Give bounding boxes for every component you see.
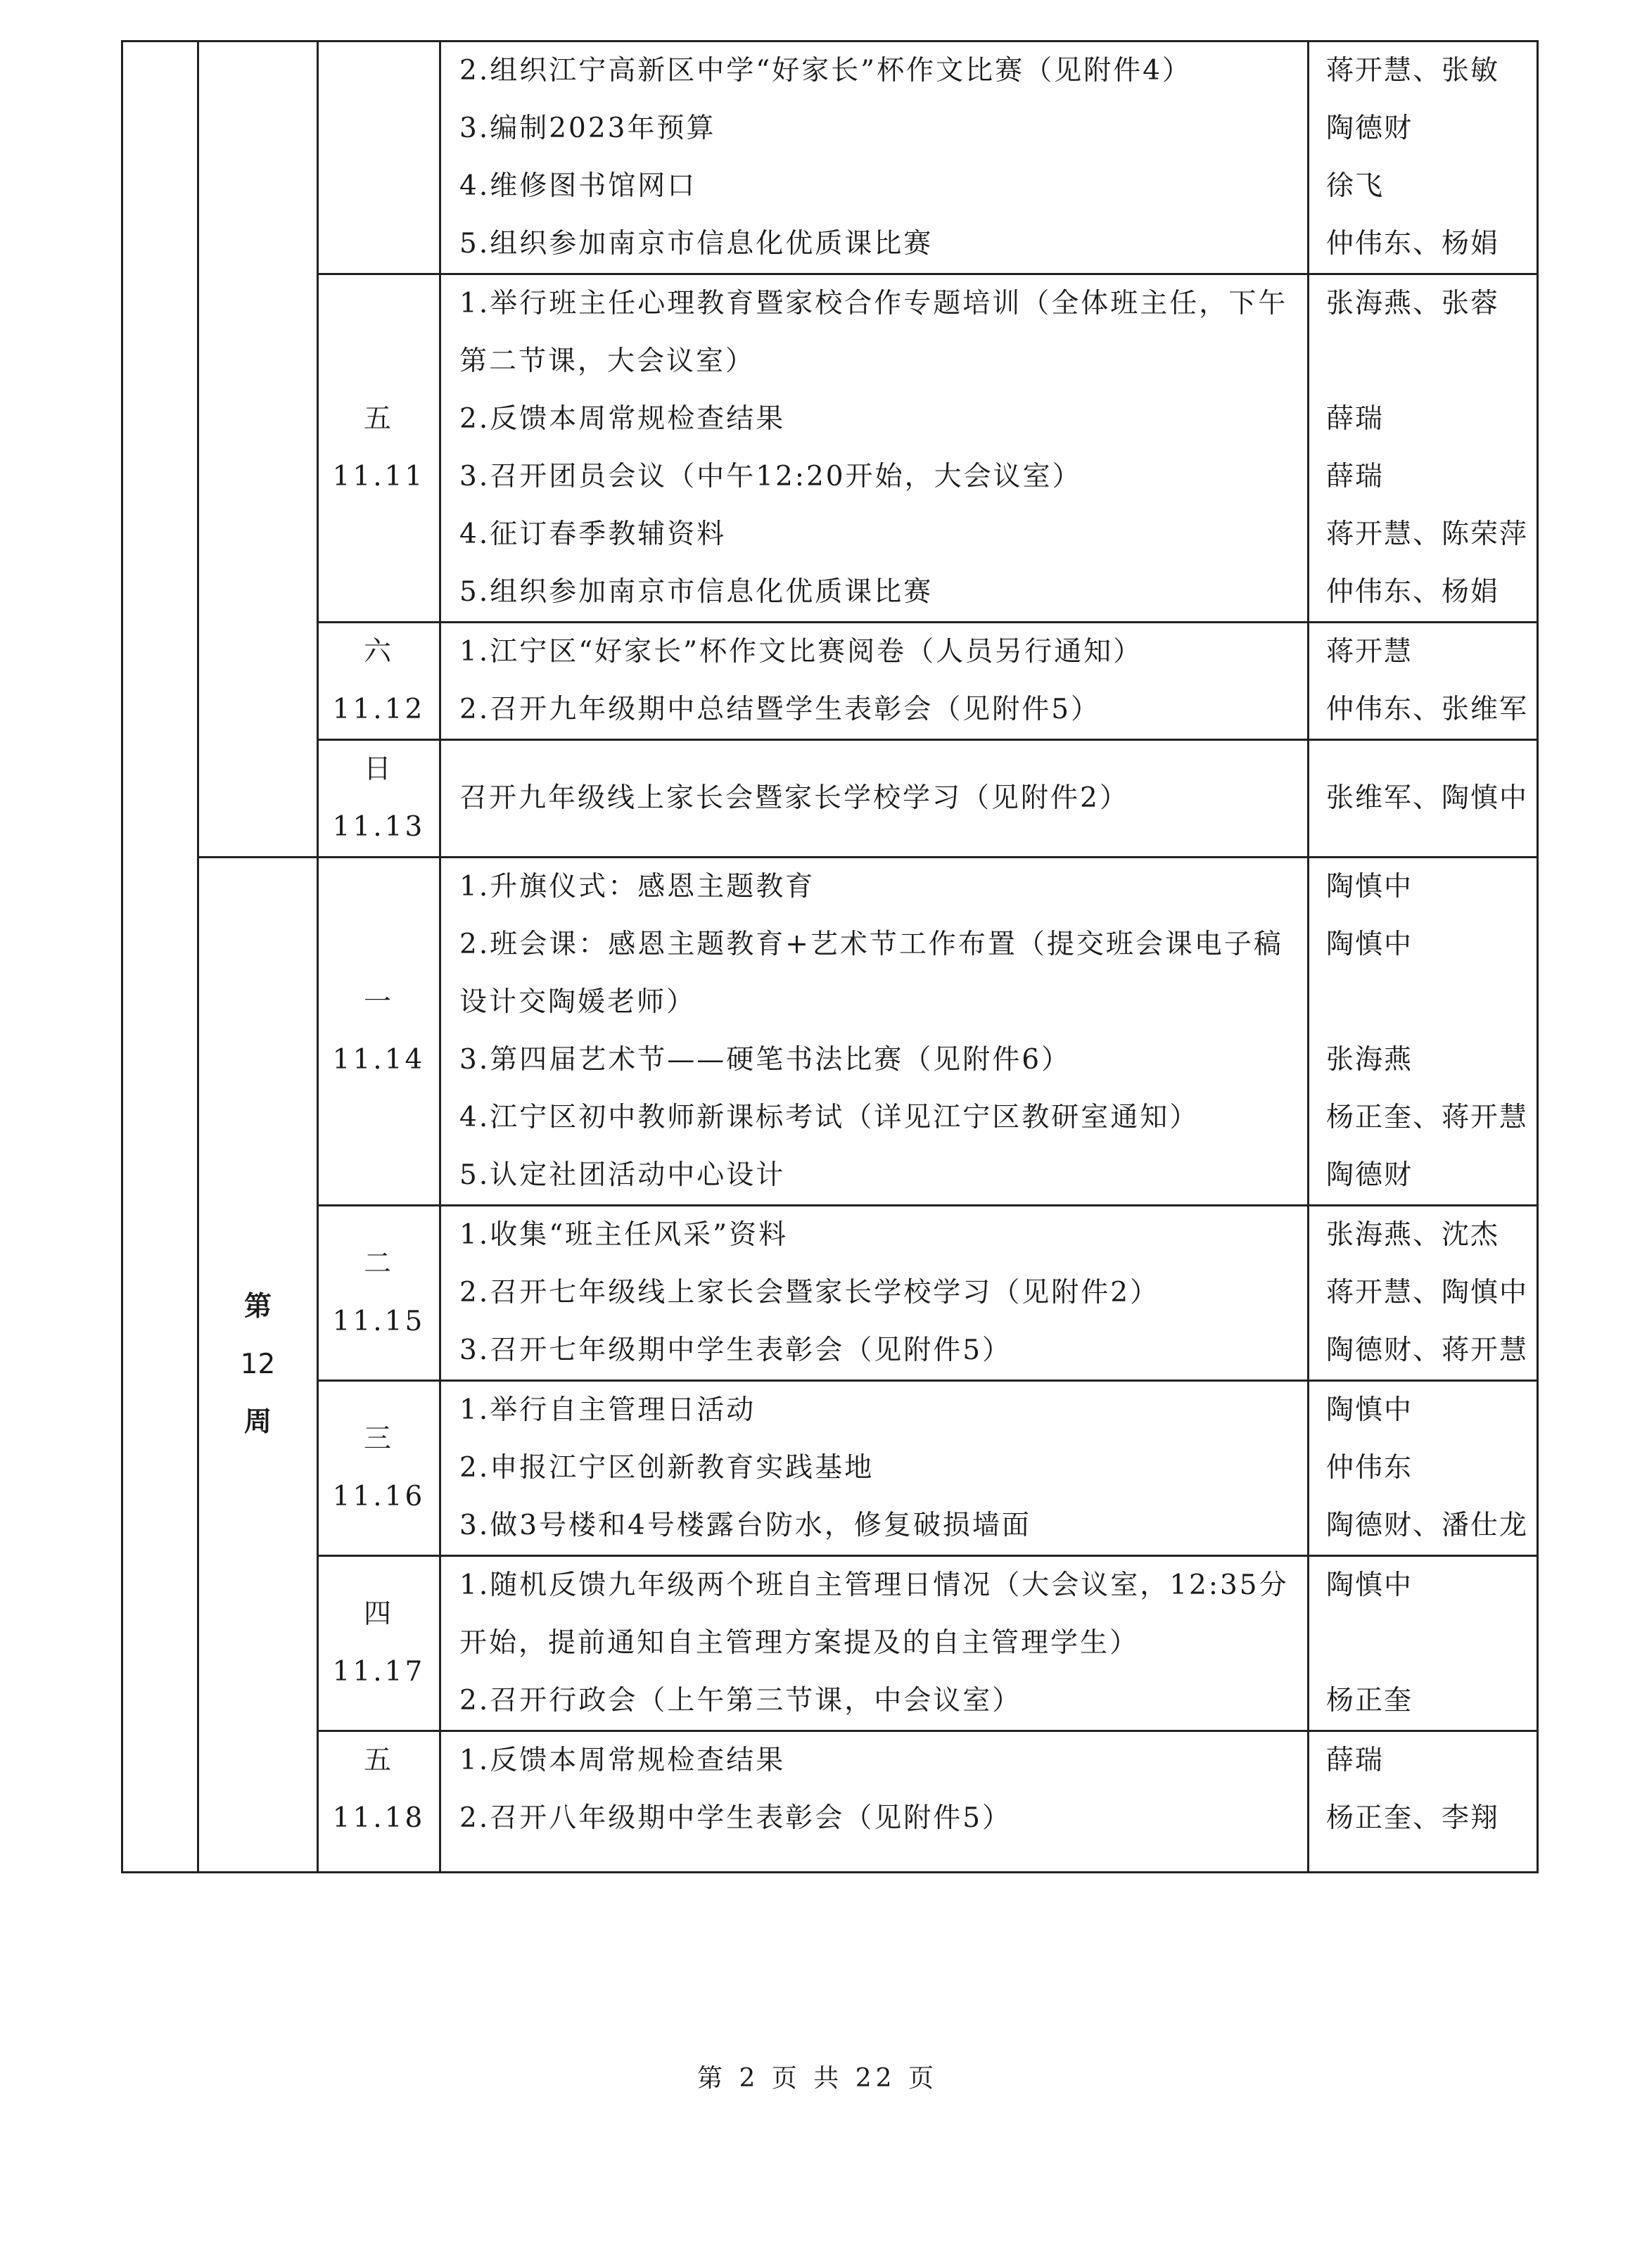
- agenda-items-cell-line: 4.维修图书馆网口: [459, 170, 697, 202]
- responsible-people-cell: [1309, 1206, 1538, 1381]
- responsible-people-cell-line: 张维军、陶慎中: [1326, 782, 1529, 814]
- day-date-cell-line: 六: [363, 636, 394, 668]
- day-date-cell: [318, 42, 440, 274]
- agenda-items-cell-line: 2.召开九年级期中总结暨学生表彰会（见附件5）: [459, 694, 1101, 725]
- day-date-cell-line: 11.14: [332, 1044, 426, 1076]
- responsible-people-cell: [1309, 274, 1538, 623]
- schedule-row: [122, 623, 1538, 740]
- schedule-row: [122, 1206, 1538, 1381]
- day-date-cell-line: 11.13: [332, 811, 426, 843]
- agenda-items-cell-line: 5.组织参加南京市信息化优质课比赛: [459, 228, 934, 260]
- day-date-cell-line: [319, 158, 439, 215]
- week-12-label-line: 12: [240, 1349, 276, 1380]
- agenda-items-cell-line: 第二节课，大会议室）: [459, 345, 756, 377]
- responsible-people-cell-line: 陶慎中: [1326, 1569, 1413, 1601]
- week-12-label-line: 周: [243, 1406, 272, 1438]
- responsible-people-cell: [1309, 858, 1538, 1206]
- responsible-people-cell-line: 陶德财: [1326, 1159, 1413, 1191]
- responsible-people-cell-line: 蒋开慧、陈荣萍: [1326, 518, 1529, 550]
- agenda-items-cell-line: 3.编制2023年预算: [459, 113, 716, 144]
- agenda-items-cell-line: 2.召开七年级线上家长会暨家长学校学习（见附件2）: [459, 1277, 1160, 1308]
- responsible-people-cell-line: 张海燕、沈杰: [1326, 1219, 1500, 1251]
- schedule-row: [122, 1731, 1538, 1873]
- agenda-items-cell-line: 5.组织参加南京市信息化优质课比赛: [459, 576, 934, 608]
- agenda-items-cell-line: 1.随机反馈九年级两个班自主管理日情况（大会议室，12:35分: [459, 1569, 1289, 1601]
- week-12-label-line: 第: [243, 1291, 272, 1323]
- week-11-column: [198, 42, 318, 858]
- responsible-people-cell-line: 陶慎中: [1326, 871, 1413, 903]
- responsible-people-cell-line: 张海燕: [1326, 1044, 1413, 1076]
- agenda-items-cell-line: 2.申报江宁区创新教育实践基地: [459, 1452, 874, 1484]
- responsible-people-cell-line: 仲伟东、杨娟: [1326, 228, 1500, 260]
- day-date-cell-line: 三: [363, 1423, 394, 1455]
- page-number-footer: 第 2 页 共 22 页: [697, 2064, 938, 2093]
- responsible-people-cell: [1309, 623, 1538, 740]
- responsible-people-cell-line: 杨正奎、蒋开慧: [1326, 1102, 1529, 1133]
- agenda-items-cell: [440, 274, 1309, 623]
- agenda-items-cell-line: 3.召开团员会议（中午12:20开始，大会议室）: [459, 461, 1082, 492]
- responsible-people-cell-line: 陶德财、潘仕龙: [1326, 1510, 1529, 1541]
- day-date-cell: [318, 1206, 440, 1381]
- day-date-cell-line: 11.11: [332, 461, 426, 492]
- agenda-items-cell-line: 1.举行班主任心理教育暨家校合作专题培训（全体班主任，下午: [459, 288, 1288, 319]
- responsible-people-cell-line: 张海燕、张蓉: [1326, 288, 1500, 319]
- agenda-items-cell-line: 2.组织江宁高新区中学“好家长”杯作文比赛（见附件4）: [459, 55, 1192, 87]
- day-date-cell-line: 一: [363, 986, 394, 1018]
- schedule-row: [122, 1381, 1538, 1556]
- schedule-row: [122, 858, 1538, 1206]
- agenda-items-cell-line: 3.做3号楼和4号楼露台防水，修复破损墙面: [459, 1510, 1031, 1541]
- responsible-people-cell: [1309, 42, 1538, 274]
- agenda-items-cell-line: 2.召开行政会（上午第三节课，中会议室）: [459, 1685, 1022, 1716]
- responsible-people-cell-line: 蒋开慧、张敏: [1326, 55, 1500, 87]
- agenda-items-cell-line: 1.江宁区“好家长”杯作文比赛阅卷（人员另行通知）: [459, 636, 1143, 668]
- schedule-row: [122, 740, 1538, 858]
- agenda-items-cell-line: 设计交陶媛老师）: [459, 986, 696, 1018]
- day-date-cell-line: 11.17: [332, 1656, 426, 1688]
- responsible-people-cell: [1309, 1556, 1538, 1731]
- agenda-items-cell-line: 5.认定社团活动中心设计: [459, 1159, 786, 1191]
- day-date-cell-line: 11.12: [332, 694, 426, 725]
- day-date-cell-line: 11.16: [332, 1481, 426, 1512]
- agenda-items-cell-line: 2.召开八年级期中学生表彰会（见附件5）: [459, 1802, 1012, 1834]
- day-date-cell-line: 日: [363, 753, 394, 785]
- responsible-people-cell-line: 陶慎中: [1326, 929, 1413, 960]
- responsible-people-cell-line: 杨正奎、李翔: [1326, 1802, 1500, 1834]
- responsible-people-cell-line: [1309, 333, 1537, 390]
- day-date-cell: [318, 858, 440, 1206]
- week-12-label: [198, 858, 318, 1873]
- day-date-cell-line: 五: [363, 1745, 394, 1776]
- agenda-items-cell: [440, 1556, 1309, 1731]
- agenda-items-cell: [440, 42, 1309, 274]
- day-date-cell: [318, 740, 440, 858]
- agenda-items-cell-line: 2.反馈本周常规检查结果: [459, 403, 786, 435]
- responsible-people-cell-line: 蒋开慧: [1326, 636, 1413, 668]
- day-date-cell-line: 11.18: [332, 1802, 426, 1834]
- responsible-people-cell-line: 陶慎中: [1326, 1394, 1413, 1426]
- agenda-items-cell: [440, 740, 1309, 858]
- responsible-people-cell-line: 徐飞: [1326, 170, 1385, 202]
- agenda-items-cell-line: 1.反馈本周常规检查结果: [459, 1745, 786, 1776]
- schedule-row: [122, 42, 1538, 274]
- responsible-people-cell-line: 仲伟东: [1326, 1452, 1413, 1484]
- responsible-people-cell-line: 陶德财、蒋开慧: [1326, 1334, 1529, 1366]
- day-date-cell: [318, 274, 440, 623]
- responsible-people-cell-line: [1309, 974, 1537, 1031]
- responsible-people-cell: [1309, 1731, 1538, 1873]
- agenda-items-cell: [440, 1381, 1309, 1556]
- responsible-people-cell: [1309, 1381, 1538, 1556]
- agenda-items-cell-line: 3.第四届艺术节——硬笔书法比赛（见附件6）: [459, 1044, 1071, 1076]
- day-date-cell: [318, 1731, 440, 1873]
- day-date-cell-line: [319, 100, 439, 158]
- responsible-people-cell-line: 仲伟东、张维军: [1326, 694, 1529, 725]
- responsible-people-cell-line: 杨正奎: [1326, 1685, 1413, 1716]
- agenda-items-cell: [440, 1206, 1309, 1381]
- responsible-people-cell-line: 薛瑞: [1326, 1745, 1385, 1776]
- agenda-items-cell-line: 4.征订春季教辅资料: [459, 518, 727, 550]
- day-date-cell-line: 11.15: [332, 1306, 426, 1337]
- month-column: [122, 42, 198, 1873]
- schedule-row: [122, 1556, 1538, 1731]
- agenda-items-cell: [440, 858, 1309, 1206]
- responsible-people-cell-line: 蒋开慧、陶慎中: [1326, 1277, 1529, 1308]
- agenda-items-cell: [440, 623, 1309, 740]
- day-date-cell: [318, 623, 440, 740]
- agenda-items-cell-line: 召开九年级线上家长会暨家长学校学习（见附件2）: [459, 782, 1129, 814]
- responsible-people-cell-line: 陶德财: [1326, 113, 1413, 144]
- day-date-cell: [318, 1381, 440, 1556]
- agenda-items-cell-line: 3.召开七年级期中学生表彰会（见附件5）: [459, 1334, 1012, 1366]
- responsible-people-cell-line: 薛瑞: [1326, 403, 1385, 435]
- agenda-items-cell-line: 1.收集“班主任风采”资料: [459, 1219, 789, 1251]
- responsible-people-cell-line: 仲伟东、杨娟: [1326, 576, 1500, 608]
- schedule-row: [122, 274, 1538, 623]
- day-date-cell-line: 二: [363, 1248, 394, 1280]
- agenda-items-cell: [440, 1731, 1309, 1873]
- responsible-people-cell-line: 薛瑞: [1326, 461, 1385, 492]
- agenda-items-cell-line: 开始，提前通知自主管理方案提及的自主管理学生）: [459, 1627, 1140, 1659]
- agenda-items-cell-line: 2.班会课：感恩主题教育+艺术节工作布置（提交班会课电子稿: [459, 929, 1283, 960]
- day-date-cell: [318, 1556, 440, 1731]
- day-date-cell-line: 五: [363, 403, 394, 435]
- agenda-items-cell-line: 1.举行自主管理日活动: [459, 1394, 756, 1426]
- agenda-items-cell-line: 1.升旗仪式：感恩主题教育: [459, 871, 815, 903]
- responsible-people-cell-line: [1309, 1614, 1537, 1672]
- responsible-people-cell: [1309, 740, 1538, 858]
- day-date-cell-line: 四: [363, 1598, 394, 1630]
- schedule-table: [121, 40, 1539, 1873]
- agenda-items-cell-line: 4.江宁区初中教师新课标考试（详见江宁区教研室通知）: [459, 1102, 1200, 1133]
